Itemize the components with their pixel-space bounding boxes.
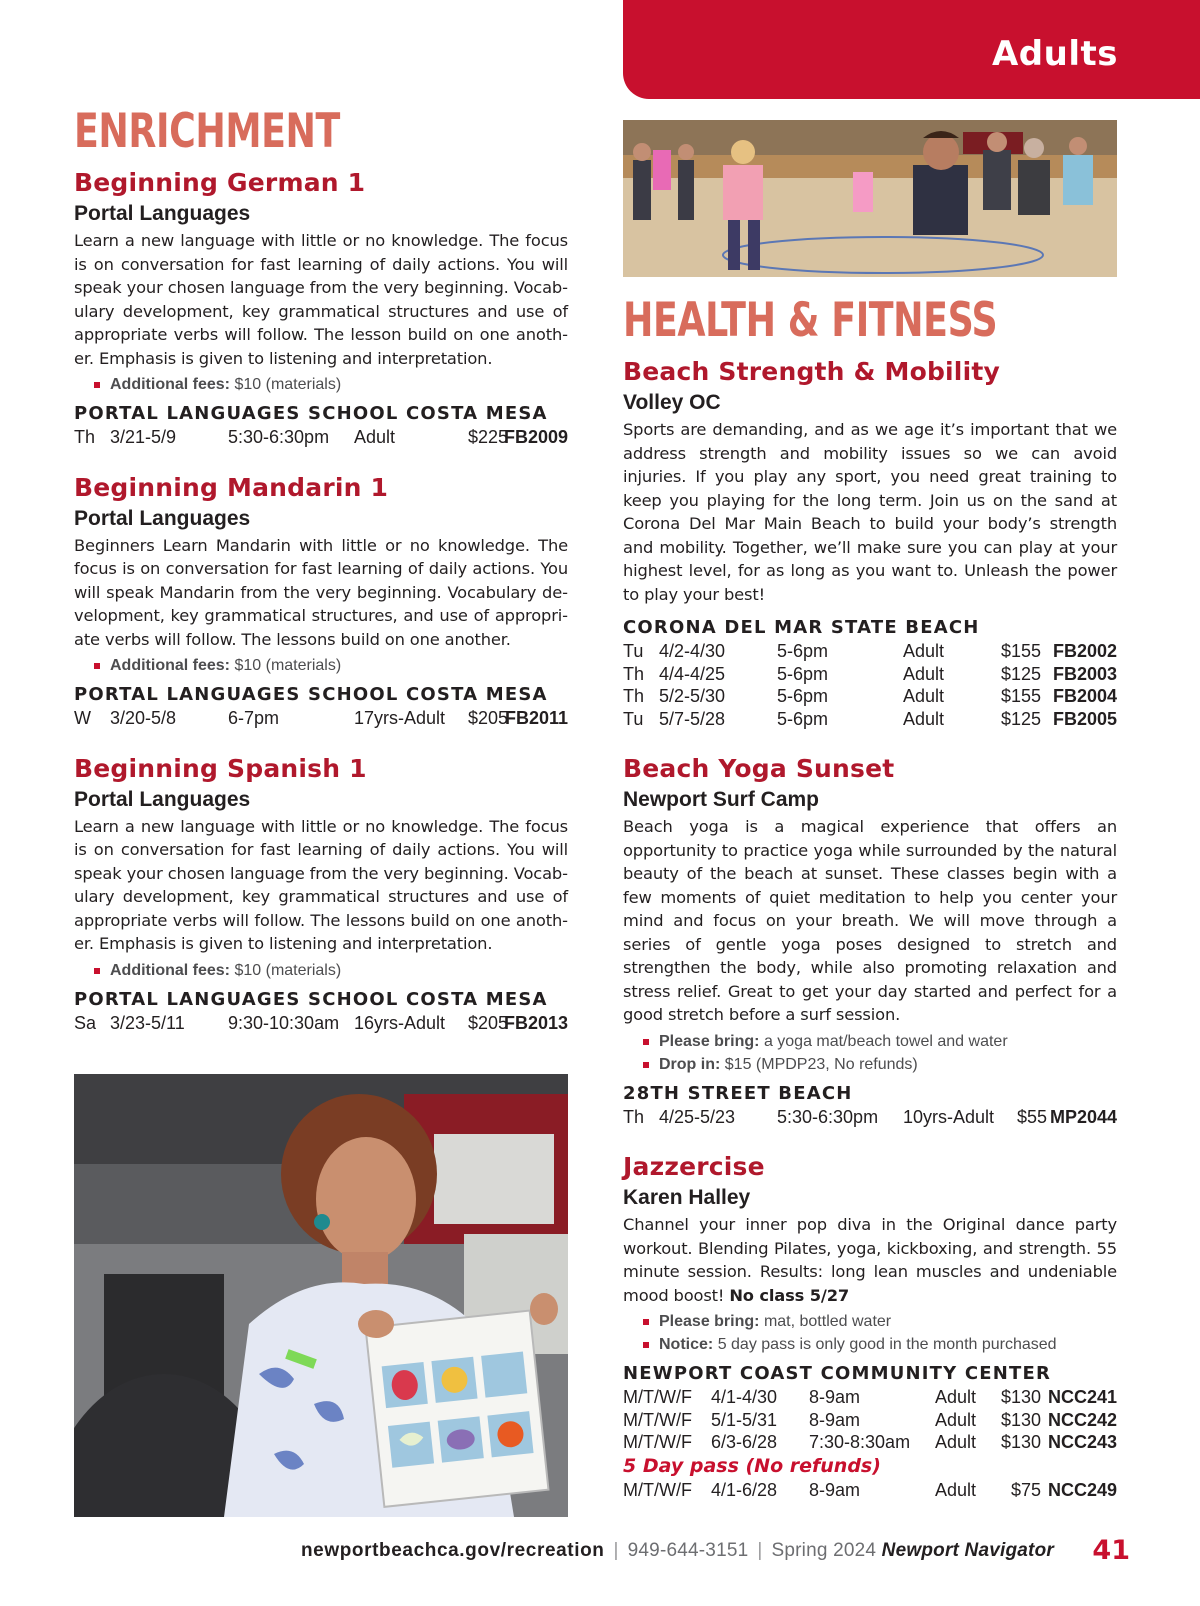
- session-dates: 4/1-6/28: [711, 1479, 778, 1500]
- session-code: NCC242: [1047, 1409, 1117, 1430]
- session-age: 17yrs-Adult: [354, 708, 446, 728]
- course-mandarin: [74, 473, 568, 730]
- session-dates: 3/23-5/11: [110, 1012, 185, 1033]
- footer-website-link[interactable]: newportbeachca.gov/recreation: [300, 1540, 605, 1561]
- language-class-photo-illustration: [74, 1074, 568, 1517]
- session-row: [623, 685, 1117, 708]
- session-time: 5:30-6:30pm: [777, 1106, 879, 1127]
- note-value: 5 day pass is only good in the month purchased: [717, 1336, 1057, 1353]
- course-beach-yoga: [623, 754, 1117, 1128]
- session-fee: $125: [1000, 708, 1041, 729]
- session-time: 5:30-6:30pm: [228, 427, 330, 447]
- footer-issue: Spring 2024: [771, 1540, 877, 1561]
- enrichment-heading: ENRICHMENT: [74, 104, 340, 159]
- session-fee: $205: [467, 1012, 508, 1033]
- note-item: [643, 1333, 1117, 1356]
- note-label: Notice:: [659, 1336, 714, 1353]
- course-location: PORTAL LANGUAGES SCHOOL COSTA MESA: [74, 684, 548, 705]
- session-dates: 3/21-5/9: [110, 427, 177, 447]
- session-dates: 3/20-5/8: [110, 708, 177, 728]
- language-class-photo: [74, 1074, 568, 1517]
- session-time: 5-6pm: [777, 708, 829, 729]
- session-age: Adult: [903, 663, 945, 684]
- course-notes: [94, 654, 568, 677]
- note-item: [94, 654, 568, 677]
- section-tab: [623, 0, 1200, 99]
- course-title: Beach Yoga Sunset: [623, 754, 895, 783]
- session-code: FB2004: [1052, 686, 1117, 706]
- health-column: [623, 293, 1117, 1525]
- session-row: [74, 1012, 568, 1035]
- session-day: Tu: [623, 641, 644, 661]
- note-item: [94, 959, 568, 982]
- session-day: Th: [623, 663, 645, 684]
- course-description: Learn a new language with little or no knowledge. The focus is on conversation for fast learning of daily actions. You will speak your chosen language from the very beginning. Vocabulary development, key grammatical structures and use of appropriate verbs will follow. The lesson build on one another. Emphasis is given to listening and interpretation.: [74, 231, 568, 368]
- session-day: Tu: [623, 708, 644, 729]
- session-fee: $225: [467, 427, 508, 447]
- footer-separator: |: [757, 1540, 763, 1561]
- course-provider: Portal Languages: [74, 506, 251, 530]
- course-description-text: Channel your inner pop diva in the Original dance party workout. Blending Pilates, yoga, kickboxing, and strength. 55 minute session. Results: long lean muscles and undeniable mood boost!: [623, 1215, 1117, 1305]
- session-code: FB2009: [503, 427, 568, 447]
- session-row: [623, 1409, 1117, 1432]
- session-row: [74, 426, 568, 449]
- session-row: [623, 1479, 1117, 1502]
- course-description: Beach yoga is a magical experience that offers an opportunity to practice yoga while surrounded by the natural beauty of the beach at sunset. These classes begin with a few moments of quiet meditation to help you center your mind and focus on your breath. We will move through a series of gentle yoga poses designed to stretch and strengthen the body, while also promoting relaxation and stress relief. Great to get your day started and perfect for a good stretch before a surf session.: [623, 817, 1117, 1024]
- session-row: [623, 640, 1117, 663]
- session-row: [74, 707, 568, 730]
- note-value: $10 (materials): [234, 376, 342, 393]
- footer-phone: 949-644-3151: [627, 1540, 749, 1561]
- note-label: Additional fees:: [110, 961, 231, 979]
- course-title: Beginning German 1: [74, 168, 366, 197]
- course-provider: Portal Languages: [74, 787, 251, 811]
- session-day: Th: [623, 1106, 645, 1127]
- course-german: [74, 168, 568, 449]
- session-time: 7:30-8:30am: [809, 1432, 911, 1452]
- session-code: MP2044: [1049, 1106, 1117, 1127]
- course-spanish: [74, 754, 568, 1035]
- course-title: Beach Strength & Mobility: [623, 357, 1000, 386]
- session-dates: 4/2-4/30: [659, 641, 726, 661]
- session-dates: 5/2-5/30: [659, 686, 726, 706]
- session-fee: $125: [1000, 663, 1041, 684]
- session-code: FB2003: [1052, 663, 1117, 684]
- session-fee: $205: [467, 708, 508, 728]
- note-label: Please bring:: [659, 1032, 760, 1050]
- course-title: Beginning Spanish 1: [74, 753, 367, 783]
- fitness-class-photo-illustration: [623, 120, 1117, 277]
- course-jazzercise: [623, 1152, 1117, 1501]
- note-label: Additional fees:: [110, 376, 231, 393]
- course-location: PORTAL LANGUAGES SCHOOL COSTA MESA: [74, 988, 548, 1010]
- course-provider: Volley OC: [623, 391, 721, 414]
- session-fee: $155: [1000, 686, 1041, 706]
- session-day: M/T/W/F: [623, 1479, 692, 1500]
- session-dates: 4/4-4/25: [659, 663, 726, 684]
- note-label: Please bring:: [659, 1313, 760, 1330]
- session-code: FB2011: [504, 708, 568, 728]
- session-time: 5-6pm: [777, 686, 829, 706]
- health-heading: HEALTH & FITNESS: [623, 293, 998, 348]
- note-item: [643, 1053, 1117, 1076]
- session-age: 16yrs-Adult: [354, 1012, 446, 1033]
- session-time: 5-6pm: [777, 641, 829, 661]
- session-time: 6-7pm: [228, 708, 280, 728]
- note-label: Drop in:: [659, 1055, 721, 1073]
- fitness-class-photo: [623, 120, 1117, 277]
- session-age: Adult: [935, 1432, 977, 1452]
- note-value: $15 (MPDP23, No refunds): [724, 1055, 918, 1073]
- session-age: Adult: [935, 1387, 977, 1407]
- session-age: Adult: [935, 1479, 977, 1500]
- session-day: M/T/W/F: [623, 1387, 692, 1407]
- note-item: [643, 1310, 1117, 1333]
- course-description: Beginners Learn Mandarin with little or no knowledge. The focus is on conversation for fast learning of daily actions. You will speak Mandarin from the very beginning. Vocabulary development, key grammatical structures, and use of appropriate verbs will follow. The lessons build on one another.: [74, 535, 568, 649]
- session-day: M/T/W/F: [623, 1432, 692, 1452]
- session-day: W: [74, 708, 91, 728]
- enrichment-column: [74, 104, 568, 1058]
- course-title: Jazzercise: [623, 1152, 765, 1181]
- session-dates: 5/1-5/31: [711, 1409, 778, 1430]
- session-code: NCC249: [1047, 1479, 1117, 1500]
- course-location: NEWPORT COAST COMMUNITY CENTER: [623, 1363, 1052, 1384]
- session-row: [623, 1106, 1117, 1129]
- session-row: [623, 663, 1117, 686]
- session-time: 9:30-10:30am: [228, 1012, 340, 1033]
- session-code: FB2005: [1052, 708, 1117, 729]
- footer-separator: |: [613, 1540, 619, 1561]
- session-code: NCC241: [1047, 1387, 1117, 1407]
- session-age: 10yrs-Adult: [903, 1106, 995, 1127]
- session-fee: $75: [1010, 1479, 1041, 1500]
- session-day: M/T/W/F: [623, 1409, 692, 1430]
- session-fee: $130: [1000, 1409, 1041, 1430]
- course-location: 28TH STREET BEACH: [623, 1082, 853, 1104]
- session-fee: $55: [1016, 1106, 1047, 1127]
- session-code: FB2013: [503, 1012, 568, 1033]
- course-notes: [643, 1030, 1117, 1076]
- course-location: PORTAL LANGUAGES SCHOOL COSTA MESA: [74, 403, 548, 424]
- page-number: 41: [1092, 1535, 1130, 1566]
- session-age: Adult: [903, 708, 945, 729]
- course-notes: [94, 959, 568, 982]
- session-dates: 4/25-5/23: [659, 1106, 736, 1127]
- session-age: Adult: [935, 1409, 977, 1430]
- pass-label: 5 Day pass (No refunds): [623, 1454, 881, 1477]
- note-value: a yoga mat/beach towel and water: [763, 1032, 1008, 1050]
- course-title: Beginning Mandarin 1: [74, 472, 389, 502]
- session-dates: 4/1-4/30: [711, 1387, 778, 1407]
- course-description: Sports are demanding, and as we age it’s important that we address strength and mobility issues so we can avoid injuries. If you play any sport, you need great training to keep you playing for the long term. Join us on the sand at Corona Del Mar Main Beach to build your body’s strength and mobility. Together, we’ll make sure you can play at your highest level, for as long as you want to. Unleash the power to play your best!: [623, 420, 1117, 604]
- course-description: [623, 1213, 1117, 1307]
- session-dates: 6/3-6/28: [711, 1432, 778, 1452]
- session-time: 8-9am: [809, 1479, 861, 1500]
- session-time: 5-6pm: [777, 663, 829, 684]
- note-item: [643, 1030, 1117, 1053]
- course-description: Learn a new language with little or no knowledge. The focus is on conversation for fast learning of daily actions. You will speak your chosen language from the very beginning. Vocabulary development, key grammatical structures and use of appropriate verbs will follow. The lessons build on one another. Emphasis is given to listening and interpretation.: [74, 816, 568, 953]
- session-age: Adult: [903, 686, 945, 706]
- session-row: [623, 1431, 1117, 1454]
- session-dates: 5/7-5/28: [659, 708, 726, 729]
- note-value: mat, bottled water: [763, 1313, 892, 1330]
- session-age: Adult: [354, 427, 396, 447]
- session-fee: $155: [1000, 641, 1041, 661]
- course-provider: Karen Halley: [623, 1186, 751, 1209]
- session-code: FB2002: [1052, 641, 1117, 661]
- course-provider: Portal Languages: [74, 202, 251, 225]
- session-row: [623, 708, 1117, 731]
- course-description-notice: No class 5/27: [729, 1285, 850, 1305]
- session-time: 8-9am: [809, 1387, 861, 1407]
- footer-text: [301, 1540, 1054, 1562]
- course-provider: Newport Surf Camp: [623, 788, 820, 811]
- session-day: Th: [623, 686, 645, 706]
- note-item: [94, 373, 568, 396]
- session-code: NCC243: [1047, 1432, 1117, 1452]
- session-row: [623, 1386, 1117, 1409]
- session-time: 8-9am: [809, 1409, 861, 1430]
- session-age: Adult: [903, 641, 945, 661]
- course-beach-strength: [623, 357, 1117, 730]
- note-label: Additional fees:: [110, 657, 231, 674]
- session-day: Th: [74, 427, 96, 447]
- section-tab-label: Adults: [991, 34, 1118, 74]
- footer-magazine: Newport Navigator: [881, 1540, 1054, 1561]
- note-value: $10 (materials): [234, 657, 342, 674]
- session-fee: $130: [1000, 1432, 1041, 1452]
- session-fee: $130: [1000, 1387, 1041, 1407]
- session-day: Sa: [74, 1012, 97, 1033]
- page-footer: [0, 1535, 1200, 1565]
- course-location: CORONA DEL MAR STATE BEACH: [623, 617, 980, 638]
- note-value: $10 (materials): [234, 961, 342, 979]
- course-notes: [94, 373, 568, 396]
- course-notes: [643, 1310, 1117, 1356]
